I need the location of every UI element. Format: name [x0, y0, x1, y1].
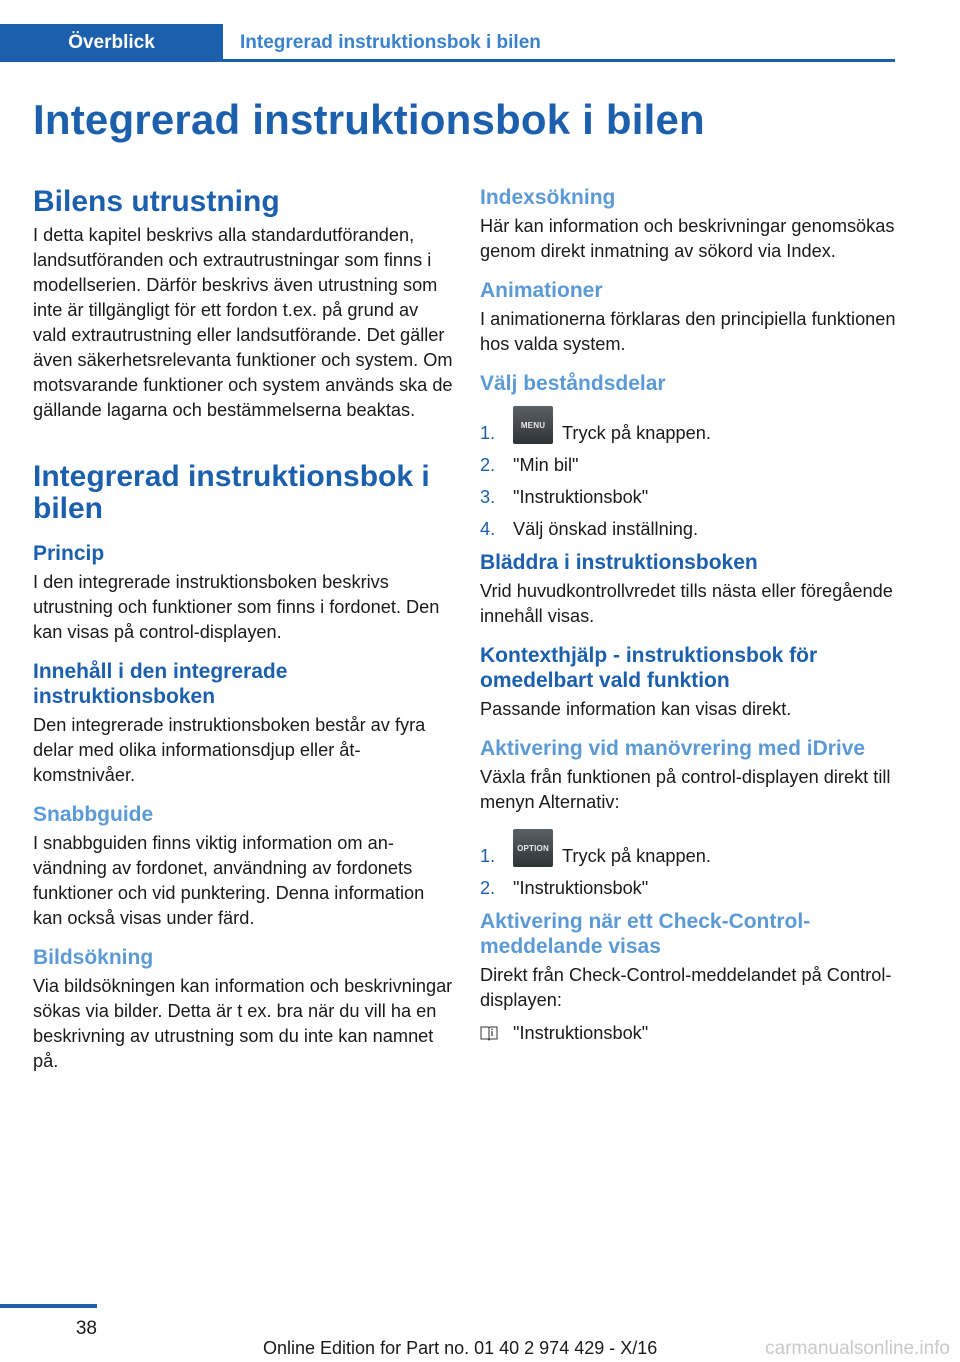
heading-animationer: Animationer — [480, 279, 603, 302]
check-control-line — [480, 1021, 900, 1046]
steps-idrive — [480, 829, 900, 901]
left-column — [33, 185, 453, 1074]
step-text: Tryck på knappen. — [562, 423, 711, 443]
heading-aktivering-idrive: Aktivering vid manövrering med iDrive — [480, 737, 866, 760]
list-item — [480, 829, 900, 869]
text-animationer: I animationerna förklaras den principiella funktionen hos valda system. — [480, 309, 896, 354]
text-indexsokning: Här kan information och beskrivningar genomsökas genom direkt inmatning av sökord via Index. — [480, 216, 895, 261]
steps-valj — [480, 406, 900, 542]
text-bilens-utrustning: I detta kapitel beskrivs alla standardutföranden, landsutföranden och extrautrustningar som finns i modellserien. Därför beskrivs även utrustning som inte är tillgängligt för ett fordon t.ex. på grund av vald extrautrustning eller landsutförande. Det gäller även säkerhetsrelevanta funktioner och system. Om motsvarande funktioner och system används ska de gällande lagarna och bestämmelserna beaktas. — [33, 225, 453, 420]
section-tab[interactable]: Överblick — [0, 24, 223, 62]
heading-valj-bestandsdelar: Välj beståndsdelar — [480, 372, 666, 395]
heading-princip: Princip — [33, 542, 105, 565]
heading-aktivering-check-control: Aktivering när ett Check-Control-meddelande visas — [480, 910, 811, 958]
step-number: 2. — [480, 878, 496, 898]
step-number: 3. — [480, 487, 496, 507]
text-kontexthjalp: Passande information kan visas direkt. — [480, 699, 792, 719]
book-icon — [480, 1025, 498, 1041]
heading-indexsokning: Indexsökning — [480, 186, 616, 209]
step-number: 1. — [480, 846, 496, 866]
heading-bildsokning: Bildsökning — [33, 946, 154, 969]
list-item — [480, 876, 900, 901]
footer-rule — [0, 1304, 97, 1308]
page-title: Integrerad instruktionsbok i bilen — [33, 96, 705, 143]
edition-note: Online Edition for Part no. 01 40 2 974 429 - X/16 — [263, 1338, 658, 1358]
menu-button-icon: MENU — [513, 406, 553, 444]
list-item — [480, 453, 900, 478]
watermark: carmanualsonline.info — [765, 1338, 950, 1359]
list-item — [480, 485, 900, 510]
text-snabbguide: I snabbguiden finns viktig information om användning av fordonet, användning av fordonets funktioner och vid punktering. Denna information kan också visas under färd. — [33, 833, 425, 928]
list-item — [480, 517, 900, 542]
text-aktivering-check-control: Direkt från Check-Control-meddelandet på Control-displayen: — [480, 965, 892, 1010]
page-header — [0, 24, 895, 62]
heading-snabbguide: Snabbguide — [33, 803, 154, 826]
step-number: 2. — [480, 455, 496, 475]
text-bildsokning: Via bildsökningen kan information och beskrivningar sökas via bilder. Detta är t ex. bra när du vill ha en beskrivning av utrustning som du inte kan namnet på. — [33, 976, 453, 1071]
text-innehall: Den integrerade instruktionsboken består av fyra delar med olika informationsdjup eller åtkomstnivåer. — [33, 715, 426, 785]
heading-integrerad-instruktionsbok: Integrerad instruktionsbok i bilen — [33, 460, 430, 525]
page-number: 38 — [75, 1318, 97, 1339]
heading-kontexthjalp: Kontexthjälp - instruktionsbok för omedelbart vald funktion — [480, 644, 818, 692]
step-text: Tryck på knappen. — [562, 846, 711, 866]
header-rule — [223, 59, 895, 62]
step-text: "Instruktionsbok" — [513, 878, 649, 898]
text-aktivering-idrive: Växla från funktionen på control-displayen direkt till menyn Alternativ: — [480, 767, 891, 812]
heading-innehall: Innehåll i den integrerade instruktionsboken — [33, 660, 288, 708]
step-number: 4. — [480, 519, 496, 539]
heading-bilens-utrustning: Bilens utrustning — [33, 185, 280, 218]
breadcrumb[interactable]: Integrerad instruktionsbok i bilen — [240, 32, 541, 53]
heading-bladdra: Bläddra i instruktionsboken — [480, 551, 758, 574]
step-text: "Min bil" — [513, 455, 579, 475]
text-princip: I den integrerade instruktionsboken beskrivs utrustning och funktioner som finns i fordonet. Den kan visas på control-displayen. — [33, 572, 440, 642]
right-column — [480, 185, 900, 1046]
list-item — [480, 406, 900, 446]
check-control-text: "Instruktionsbok" — [513, 1023, 649, 1043]
step-text: "Instruktionsbok" — [513, 487, 649, 507]
text-bladdra: Vrid huvudkontrollvredet tills nästa eller föregående innehåll visas. — [480, 581, 893, 626]
option-button-icon: OPTION — [513, 829, 553, 867]
step-text: Välj önskad inställning. — [513, 519, 699, 539]
step-number: 1. — [480, 423, 496, 443]
